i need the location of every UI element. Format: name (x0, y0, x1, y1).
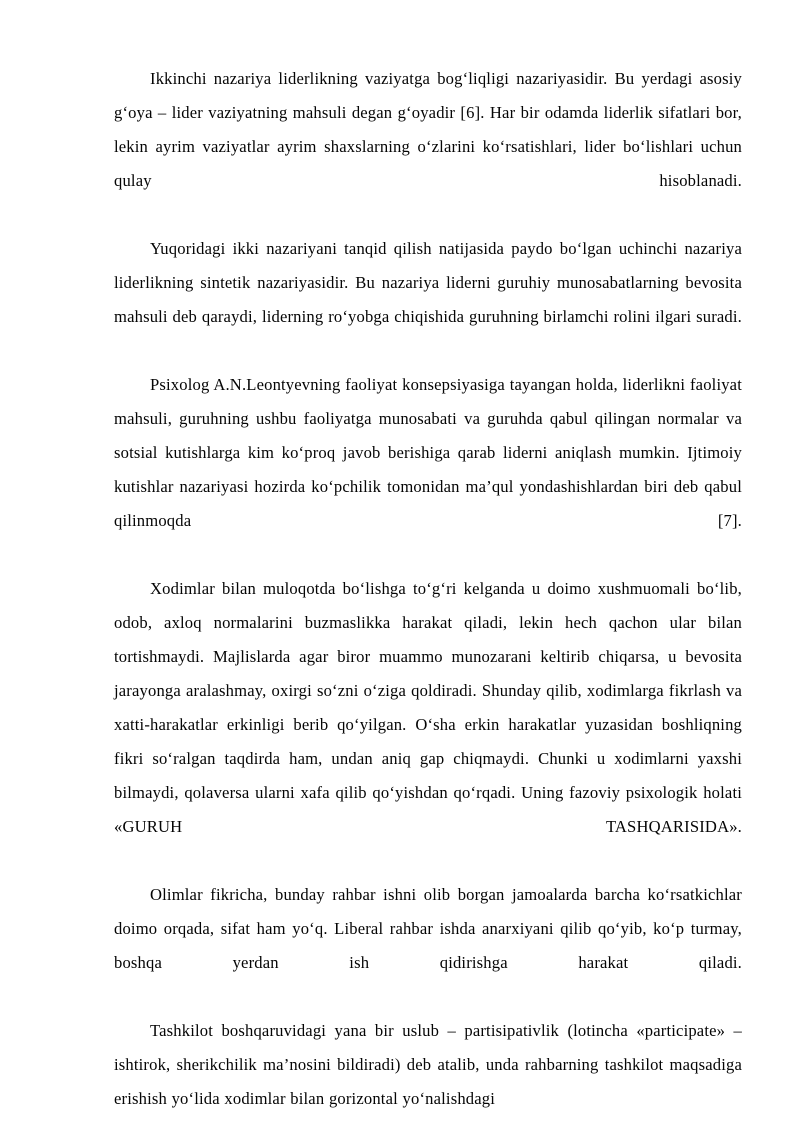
paragraph-2: Yuqoridagi ikki nazariyani tanqid qilish natijasida paydo boʻlgan uchinchi nazariya liderlikning sintetik nazariyasidir. Bu nazariya liderni guruhiy munosabatlarning bevosita mahsuli deb qaraydi, liderning roʻyobga chiqishida guruhning birlamchi rolini ilgari suradi. (114, 239, 742, 326)
paragraph-6: Tashkilot boshqaruvidagi yana bir uslub – partisipativlik (lotincha «participate» – ishtirok, sherikchilik ma’nosini bildiradi) deb atalib, unda rahbarning tashkilot maqsadiga erishish yoʻlida xodimlar bilan gorizontal yoʻnalishdagi (114, 1021, 742, 1108)
paragraph-4: Xodimlar bilan muloqotda boʻlishga toʻgʻri kelganda u doimo xushmuomali boʻlib, odob, axloq normalarini buzmaslikka harakat qiladi, lekin hech qachon ular bilan tortishmaydi. Majlislarda agar biror muammo munozarani keltirib chiqarsa, u bevosita jarayonga aralashmay, oxirgi so‘zni o‘ziga qoldiradi. Shunday qilib, xodimlarga fikrlash va xatti-harakatlar erkinligi berib qoʻyilgan. Oʻsha erkin harakatlar yuzasidan boshliqning fikri soʻralgan taqdirda ham, undan aniq gap chiqmaydi. Chunki u xodimlarni yaxshi bilmaydi, qolaversa ularni xafa qilib qoʻyishdan qoʻrqadi. Uning fazoviy psixologik holati «GURUH TASHQARISIDA». (114, 579, 742, 836)
paragraph-3: Psixolog A.N.Leontyevning faoliyat konsepsiyasiga tayangan holda, liderlikni faoliyat mahsuli, guruhning ushbu faoliyatga munosabati va guruhda qabul qilingan normalar va sotsial kutishlarga kim koʻproq javob berishiga qarab liderni aniqlash mumkin. Ijtimoiy kutishlar nazariyasi hozirda koʻpchilik tomonidan ma’qul yondashishlardan biri deb qabul qilinmoqda [7]. (114, 375, 742, 530)
page-text-body (114, 62, 742, 1116)
paragraph-5: Olimlar fikricha, bunday rahbar ishni olib borgan jamoalarda barcha koʻrsatkichlar doimo orqada, sifat ham yoʻq. Liberal rahbar ishda anarxiyani qilib qoʻyib, koʻp turmay, boshqa yerdan ish qidirishga harakat qiladi. (114, 885, 742, 972)
paragraph-1: Ikkinchi nazariya liderlikning vaziyatga bogʻliqligi nazariyasidir. Bu yerdagi asosiy gʻoya – lider vaziyatning mahsuli degan gʻoyadir [6]. Har bir odamda liderlik sifatlari bor, lekin ayrim vaziyatlar ayrim shaxslarning oʻzlarini koʻrsatishlari, lider boʻlishlari uchun qulay hisoblanadi. (114, 69, 742, 190)
